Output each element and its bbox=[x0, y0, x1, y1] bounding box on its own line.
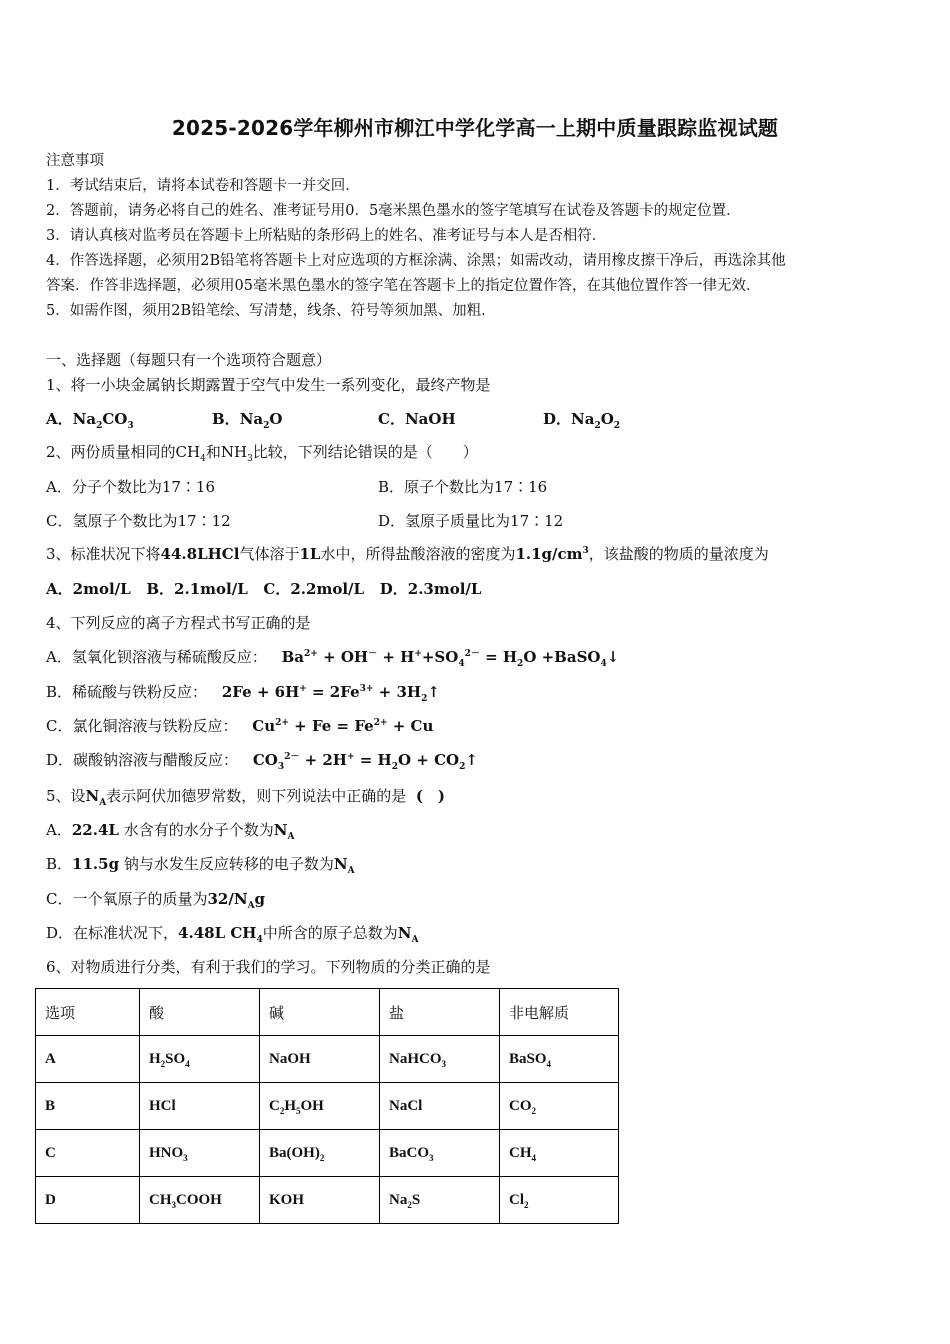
q2-option-d: D．氢原子质量比为17∶12 bbox=[378, 512, 564, 530]
q4-option-a: A．氢氧化钡溶液与稀硫酸反应： $Ba^{2+} + OH^- + H^++SO_4^{2-} = H_2O$ +BaSO$_4$↓ bbox=[46, 648, 620, 669]
q4-option-d: D．碳酸钠溶液与醋酸反应： $CO_3^{2-} + 2H^+ = H_2O$ + $CO_2↑$ bbox=[46, 751, 478, 772]
table-row bbox=[36, 1036, 619, 1083]
q6-stem: 6、对物质进行分类，有利于我们的学习。下列物质的分类正确的是 bbox=[46, 958, 491, 976]
table-cell: $Cl_2$ bbox=[500, 1177, 619, 1224]
q4-option-b: B．稀硫酸与铁粉反应： $2Fe + 6H^+ = 2Fe^{3+}$ + $3H_2↑$ bbox=[46, 683, 440, 704]
section-heading: 一、选择题（每题只有一个选项符合题意） bbox=[46, 351, 332, 369]
q5-option-b: B．11.5g 钠与水发生反应转移的电子数为$N_A$ bbox=[46, 855, 355, 876]
notice-item-1: 1．考试结束后，请将本试卷和答题卡一并交回． bbox=[46, 178, 360, 194]
table-cell: A bbox=[36, 1036, 140, 1083]
header-cell: 酸 bbox=[140, 989, 260, 1036]
table-cell: $CH_4$ bbox=[500, 1130, 619, 1177]
table-row bbox=[36, 1083, 619, 1130]
table-cell: $Ba(OH)_2$ bbox=[260, 1130, 380, 1177]
notice-item-4: 4．作答选择题，必须用2B铅笔将答题卡上对应选项的方框涂满、涂黑；如需改动，请用橡皮擦干净后，再选涂其他 bbox=[46, 253, 786, 269]
table-cell: $Na_2S$ bbox=[380, 1177, 500, 1224]
classification-table bbox=[35, 988, 619, 1224]
q2-option-b: B．原子个数比为17∶16 bbox=[378, 478, 548, 496]
q2-option-a: A．分子个数比为17∶16 bbox=[46, 478, 216, 496]
q3-option-a: A．2mol/L bbox=[46, 580, 131, 598]
table-cell: NaHCO$_3$ bbox=[380, 1036, 500, 1083]
header-cell: 选项 bbox=[36, 989, 140, 1036]
q2-stem: 2、两份质量相同的$CH_4$和$NH_3$比较，下列结论错误的是（ ） bbox=[46, 443, 478, 464]
q5-option-a: A．22.4L 水含有的水分子个数为$N_A$ bbox=[46, 821, 295, 842]
header-cell: 碱 bbox=[260, 989, 380, 1036]
table-cell: C bbox=[36, 1130, 140, 1177]
q1-option-c: C．NaOH bbox=[378, 410, 456, 428]
q4-option-c: C．氯化铜溶液与铁粉反应： $Cu^{2+} + Fe = Fe^{2+} + Cu$ bbox=[46, 717, 434, 735]
table-cell: NaOH bbox=[260, 1036, 380, 1083]
table-cell: $CO_2$ bbox=[500, 1083, 619, 1130]
table-cell: NaCl bbox=[380, 1083, 500, 1130]
table-cell: KOH bbox=[260, 1177, 380, 1224]
q1-option-b: B．$Na_2O$ bbox=[212, 410, 283, 431]
q3-option-b: B．2.1mol/L bbox=[146, 580, 248, 598]
q3-option-c: C．2.2mol/L bbox=[263, 580, 365, 598]
q1-stem: 1、将一小块金属钠长期露置于空气中发生一系列变化，最终产物是 bbox=[46, 376, 491, 394]
q2-option-c: C．氢原子个数比为17∶12 bbox=[46, 512, 231, 530]
q5-option-c: C．一个氧原子的质量为$32/N_Ag$ bbox=[46, 890, 266, 911]
q1-option-d: D．$Na_2O_2$ bbox=[543, 410, 621, 431]
q3-option-d: D．2.3mol/L bbox=[379, 580, 482, 598]
q4-stem: 4、下列反应的离子方程式书写正确的是 bbox=[46, 614, 311, 632]
notice-item-4-cont: 答案．作答非选择题，必须用05毫米黑色墨水的签字笔在答题卡上的指定位置作答，在其他位置作答一律无效． bbox=[46, 278, 761, 294]
table-cell: BaSO$_4$ bbox=[500, 1036, 619, 1083]
table-cell: D bbox=[36, 1177, 140, 1224]
table-cell: HCl bbox=[140, 1083, 260, 1130]
q5-stem: 5、设$N_A$表示阿伏加德罗常数，则下列说法中正确的是 ( ) bbox=[46, 787, 446, 808]
table-cell: $CH_3COOH$ bbox=[140, 1177, 260, 1224]
table-row bbox=[36, 1177, 619, 1224]
q3-options bbox=[46, 579, 481, 599]
header-cell: 盐 bbox=[380, 989, 500, 1036]
notice-item-2: 2．答题前，请务必将自己的姓名、准考证号用0．5毫米黑色墨水的签字笔填写在试卷及答题卡的规定位置． bbox=[46, 203, 741, 219]
table-cell: $C_2H_5OH$ bbox=[260, 1083, 380, 1130]
q3-stem: 3、标准状况下将44.8LHCl气体溶于1L水中，所得盐酸溶液的密度为$1.1g/cm^3$，该盐酸的物质的量浓度为 bbox=[46, 545, 769, 563]
table-cell: $H_2SO_4$ bbox=[140, 1036, 260, 1083]
notice-item-3: 3．请认真核对监考员在答题卡上所粘贴的条形码上的姓名、准考证号与本人是否相符． bbox=[46, 228, 607, 244]
table-cell: $HNO_3$ bbox=[140, 1130, 260, 1177]
table-row bbox=[36, 1130, 619, 1177]
page-title: 2025-2026学年柳州市柳江中学化学高一上期中质量跟踪监视试题 bbox=[171, 116, 779, 140]
table-header-row bbox=[36, 989, 619, 1036]
q1-option-a: A．$Na_2CO_3$ bbox=[46, 410, 134, 431]
header-cell: 非电解质 bbox=[500, 989, 619, 1036]
q5-option-d: D．在标准状况下，4.48L $CH_4$中所含的原子总数为$N_A$ bbox=[46, 924, 419, 945]
notice-item-5: 5．如需作图，须用2B铅笔绘、写清楚，线条、符号等须加黑、加粗． bbox=[46, 303, 496, 319]
notice-heading: 注意事项 bbox=[46, 153, 104, 169]
table-cell: B bbox=[36, 1083, 140, 1130]
table-cell: BaCO$_3$ bbox=[380, 1130, 500, 1177]
